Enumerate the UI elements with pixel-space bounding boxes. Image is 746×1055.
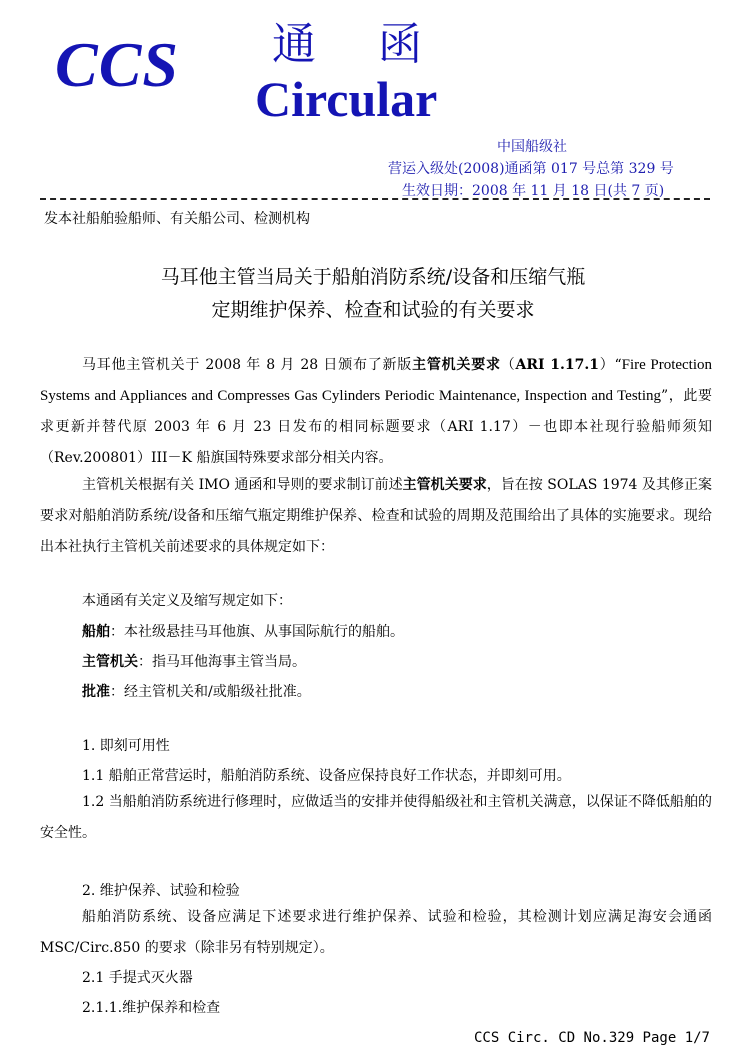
document-title-line2: 定期维护保养、检查和试验的有关要求 [211,299,535,321]
effective-date: 生效日期：2008 年 11 月 18 日(共 7 页) [402,183,665,199]
issuer-org: 中国船级社 [497,139,567,155]
header-divider [40,198,710,200]
paragraph-2: 主管机关根据有关 IMO 通函和导则的要求制订前述主管机关要求，旨在按 SOLAS 1974 及其修正案要求对船舶消防系统/设备和压缩气瓶定期维护保养、检查和试验的周期及范围给出了具体的实施要求。现给出本社执行主管机关前述要求的具体规定如下： [40,477,712,555]
section-1-1: 1.1 船舶正常营运时，船舶消防系统、设备应保持良好工作状态，并即刻可用。 [82,768,571,784]
section-1-2: 1.2 当船舶消防系统进行修理时，应做适当的安排并使得船级社和主管机关满意，以保证不降低船舶的安全性。 [40,794,712,841]
definition-administration: 主管机关：指马耳他海事主管当局。 [82,654,306,670]
recipients: 发本社船舶验船师、有关船公司、检测机构 [44,211,310,227]
page-footer: CCS Circ. CD No.329 Page 1/7 [473,1030,710,1046]
ccs-logo: CCS [55,29,179,100]
section-2-1-1: 2.1.1.维护保养和检查 [82,1000,221,1016]
definition-ship: 船舶：本社级悬挂马耳他旗、从事国际航行的船舶。 [82,624,404,640]
section-2-intro: 船舶消防系统、设备应满足下述要求进行维护保养、试验和检验，其检测计划应满足海安会通函 MSC/Circ.850 的要求（除非另有特别规定）。 [40,909,712,956]
paragraph-1: 马耳他主管机关于 2008 年 8 月 28 日颁布了新版主管机关要求（ARI 1.17.1）“Fire Protection Systems and Appliances and Compresses Gas Cylinders Periodic Maintenance, Inspection and Testing”，此要求更新并替代原 2003 年 6 月 23 日发布的相同标题要求（ARI 1.17）－也即本社现行验船师须知（Rev.200801）III－K 船旗国特殊要求部分相关内容。 [40,357,713,466]
definition-approval: 批准：经主管机关和/或船级社批准。 [82,684,311,700]
circular-title-en: Circular [255,71,438,127]
definitions-intro: 本通函有关定义及缩写规定如下： [82,593,292,609]
section-2-heading: 2. 维护保养、试验和检验 [82,883,240,899]
section-1-heading: 1. 即刻可用性 [82,738,170,754]
circular-title-cn: 通函 [272,19,484,70]
circular-reference: 营运入级处(2008)通函第 017 号总第 329 号 [388,161,674,177]
document-title-line1: 马耳他主管当局关于船舶消防系统/设备和压缩气瓶 [160,266,586,288]
section-2-1: 2.1 手提式灭火器 [82,970,193,986]
